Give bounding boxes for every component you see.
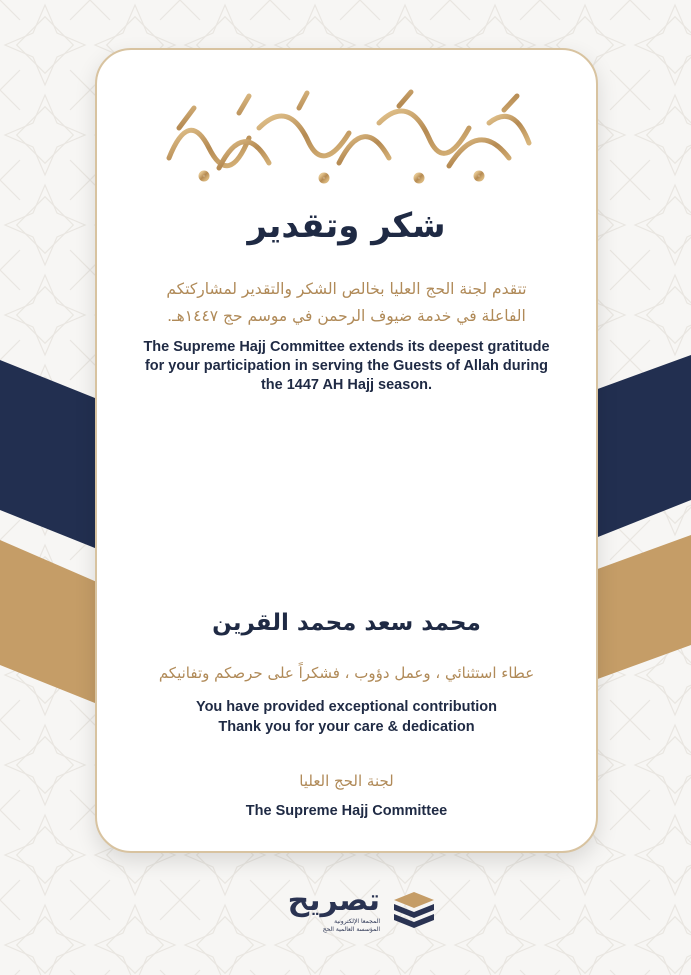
message-arabic-line-1: تتقدم لجنة الحج العليا بخالص الشكر والتقدير لمشاركتكم [166,280,527,298]
certificate-title: شكر وتقدير [247,206,446,246]
certificate-card [95,48,598,853]
committee-name-english: The Supreme Hajj Committee [245,803,448,819]
message-english-line-3: the 1447 AH Hajj season. [260,377,433,393]
footer-logo [268,882,438,938]
message-english-line-2: for your participation in serving the Guests of Allah during [144,358,549,374]
logo-wordmark: تصريح [287,883,380,918]
praise-english-line-1: You have provided exceptional contribution [195,699,498,715]
calligraphy-emblem [149,88,545,188]
message-english-line-1: The Supreme Hajj Committee extends its deepest gratitude [143,339,550,355]
kaaba-stack-icon [390,890,438,930]
praise-arabic: عطاء استثنائي ، وعمل دؤوب ، فشكراً على حرصكم وتفانيكم [158,664,535,682]
praise-english-line-2: Thank you for your care & dedication [218,719,475,735]
message-arabic-line-2: الفاعلة في خدمة ضيوف الرحمن في موسم حج ١٤٤٧هـ. [167,307,526,325]
message-arabic [127,276,566,330]
logo-subtitle-line-1: المجمعا الإلكترونية [334,918,380,925]
praise-english [117,697,576,737]
logo-subtitle [300,918,380,934]
logo-subtitle-line-2: المؤسسة العالمية الحج [322,926,380,933]
message-english [117,338,576,395]
recipient-name: محمد سعد محمد القرين [212,610,481,636]
committee-name-arabic: لجنة الحج العليا [299,772,394,790]
